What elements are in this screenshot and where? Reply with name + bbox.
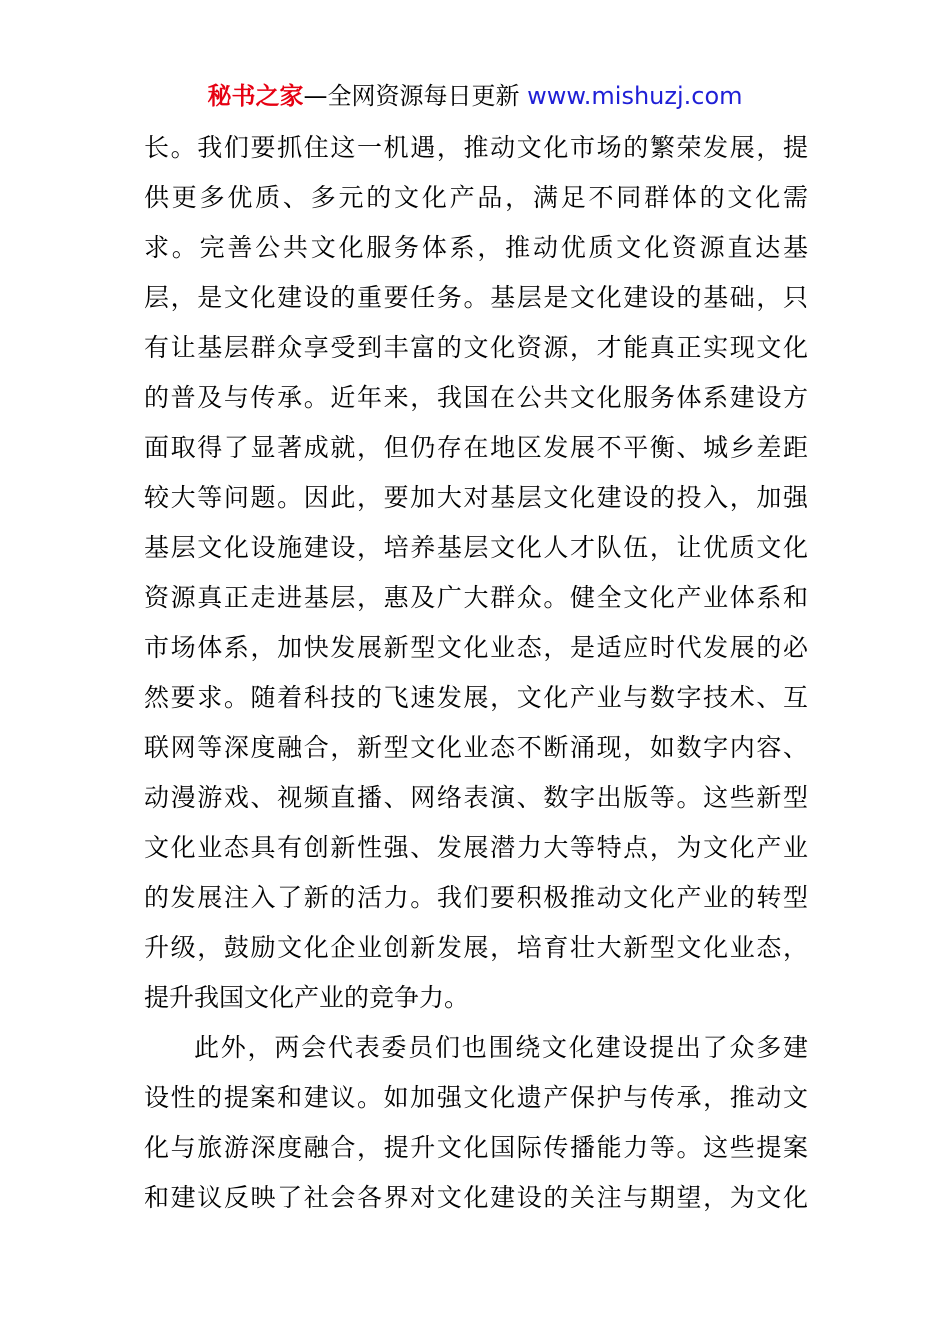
text-line: 升级，鼓励文化企业创新发展，培育壮大新型文化业态， xyxy=(144,933,808,962)
text-line: 长。我们要抓住这一机遇，推动文化市场的繁荣发展，提 xyxy=(144,133,808,162)
site-tagline: —全网资源每日更新 xyxy=(303,82,528,110)
text-line: 的普及与传承。近年来，我国在公共文化服务体系建设方 xyxy=(144,383,808,412)
text-line: 面取得了显著成就，但仍存在地区发展不平衡、城乡差距 xyxy=(144,433,808,462)
text-line: 然要求。随着科技的飞速发展，文化产业与数字技术、互 xyxy=(144,683,808,712)
text-line: 化与旅游深度融合，提升文化国际传播能力等。这些提案 xyxy=(144,1133,808,1162)
text-line: 较大等问题。因此，要加大对基层文化建设的投入，加强 xyxy=(144,483,808,512)
text-line: 基层文化设施建设，培养基层文化人才队伍，让优质文化 xyxy=(144,533,808,562)
site-url-link[interactable]: www.mishuzj.com xyxy=(527,82,743,110)
text-line: 提升我国文化产业的竞争力。 xyxy=(144,983,470,1012)
text-line: 设性的提案和建议。如加强文化遗产保护与传承，推动文 xyxy=(144,1083,808,1112)
text-line: 的发展注入了新的活力。我们要积极推动文化产业的转型 xyxy=(144,883,808,912)
page-header xyxy=(0,80,950,112)
text-line: 此外，两会代表委员们也围绕文化建设提出了众多建 xyxy=(194,1033,808,1062)
paragraph-2 xyxy=(144,1023,808,1223)
text-line: 求。完善公共文化服务体系，推动优质文化资源直达基 xyxy=(144,233,808,262)
text-line: 层，是文化建设的重要任务。基层是文化建设的基础，只 xyxy=(144,283,808,312)
document-body xyxy=(144,123,808,1223)
text-line: 市场体系，加快发展新型文化业态，是适应时代发展的必 xyxy=(144,633,808,662)
text-line: 联网等深度融合，新型文化业态不断涌现，如数字内容、 xyxy=(144,733,808,762)
text-line: 动漫游戏、视频直播、网络表演、数字出版等。这些新型 xyxy=(144,783,808,812)
text-line: 文化业态具有创新性强、发展潜力大等特点，为文化产业 xyxy=(144,833,808,862)
text-line: 供更多优质、多元的文化产品，满足不同群体的文化需 xyxy=(144,183,808,212)
text-line: 资源真正走进基层，惠及广大群众。健全文化产业体系和 xyxy=(144,583,808,612)
text-line: 和建议反映了社会各界对文化建设的关注与期望，为文化 xyxy=(144,1183,808,1212)
site-brand: 秘书之家 xyxy=(207,82,304,110)
paragraph-1 xyxy=(144,123,808,1023)
text-line: 有让基层群众享受到丰富的文化资源，才能真正实现文化 xyxy=(144,333,808,362)
